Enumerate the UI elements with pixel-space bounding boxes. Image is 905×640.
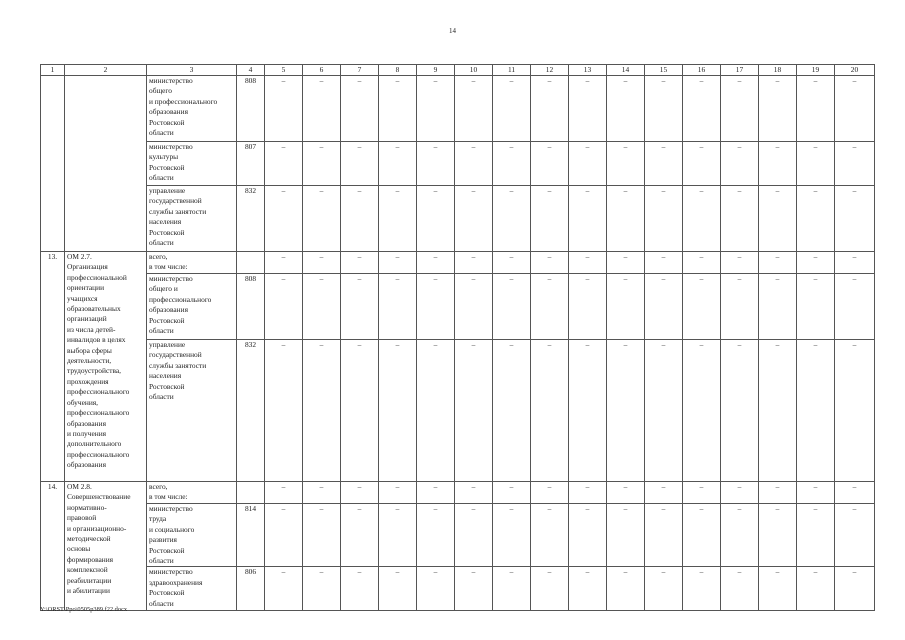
value-cell-col-7: –: [341, 76, 379, 142]
value-cell-col-20: –: [835, 274, 875, 340]
header-cell-17: 17: [721, 65, 759, 76]
value-cell-col-18: –: [759, 482, 797, 504]
value-cell-col-11: –: [493, 76, 531, 142]
table-row: [41, 186, 875, 252]
header-row: [41, 65, 875, 76]
value-cell-col-14: –: [607, 76, 645, 142]
value-cell-col-17: –: [721, 482, 759, 504]
value-cell-col-16: –: [683, 142, 721, 186]
value-cell-col-10: –: [455, 567, 493, 611]
value-cell-col-10: –: [455, 142, 493, 186]
value-cell-col-8: –: [379, 142, 417, 186]
value-cell-col-17: –: [721, 142, 759, 186]
value-cell-col-7: –: [341, 340, 379, 482]
value-cell-col-7: –: [341, 252, 379, 274]
executor-cell: министерство культуры Ростовской области: [147, 142, 237, 186]
value-cell-col-15: –: [645, 186, 683, 252]
value-cell-col-15: –: [645, 504, 683, 567]
value-cell-col-19: –: [797, 252, 835, 274]
table-row: [41, 504, 875, 567]
value-cell-col-12: –: [531, 567, 569, 611]
value-cell-col-11: –: [493, 252, 531, 274]
value-cell-col-5: –: [265, 252, 303, 274]
value-cell-col-14: –: [607, 482, 645, 504]
header-cell-18: 18: [759, 65, 797, 76]
executor-cell: министерство труда и социального развития Ростовской области: [147, 504, 237, 567]
value-cell-col-9: –: [417, 340, 455, 482]
value-cell-col-5: –: [265, 142, 303, 186]
value-cell-col-13: –: [569, 252, 607, 274]
value-cell-col-20: –: [835, 567, 875, 611]
page-number: 14: [449, 27, 456, 35]
value-cell-col-18: –: [759, 567, 797, 611]
value-cell-col-13: –: [569, 76, 607, 142]
value-cell-col-6: –: [303, 482, 341, 504]
header-cell-1: 1: [41, 65, 65, 76]
value-cell-col-18: –: [759, 504, 797, 567]
value-cell-col-16: –: [683, 482, 721, 504]
value-cell-col-6: –: [303, 142, 341, 186]
value-cell-col-16: –: [683, 274, 721, 340]
value-cell-col-14: –: [607, 252, 645, 274]
value-cell-col-6: –: [303, 186, 341, 252]
value-cell-col-5: –: [265, 76, 303, 142]
value-cell-col-18: –: [759, 274, 797, 340]
header-cell-5: 5: [265, 65, 303, 76]
value-cell-col-12: –: [531, 340, 569, 482]
value-cell-col-8: –: [379, 340, 417, 482]
value-cell-col-14: –: [607, 567, 645, 611]
header-cell-6: 6: [303, 65, 341, 76]
header-cell-3: 3: [147, 65, 237, 76]
value-cell-col-20: –: [835, 142, 875, 186]
value-cell-col-9: –: [417, 186, 455, 252]
value-cell-col-17: –: [721, 567, 759, 611]
value-cell-col-9: –: [417, 482, 455, 504]
measure-name-cell: ОМ 2.7. Организация профессиональной ориентации учащихся образовательных организаций из числа детей- инвалидов в целях выбора сферы деятельности, трудоустройства, прохождения профессионального обучения, профессионального образования и получения дополнительного профессионального образования: [65, 252, 147, 482]
value-cell-col-18: –: [759, 252, 797, 274]
value-cell-col-16: –: [683, 76, 721, 142]
value-cell-col-10: –: [455, 340, 493, 482]
value-cell-col-13: –: [569, 567, 607, 611]
value-cell-col-12: –: [531, 142, 569, 186]
code-cell: 807: [237, 142, 265, 186]
table-row: [41, 142, 875, 186]
value-cell-col-16: –: [683, 504, 721, 567]
value-cell-col-10: –: [455, 274, 493, 340]
value-cell-col-20: –: [835, 340, 875, 482]
value-cell-col-19: –: [797, 482, 835, 504]
table-row: [41, 274, 875, 340]
value-cell-col-8: –: [379, 504, 417, 567]
value-cell-col-8: –: [379, 76, 417, 142]
value-cell-col-20: –: [835, 76, 875, 142]
row-number-cell: 14.: [41, 482, 65, 611]
value-cell-col-10: –: [455, 76, 493, 142]
value-cell-col-13: –: [569, 274, 607, 340]
value-cell-col-7: –: [341, 142, 379, 186]
value-cell-col-14: –: [607, 186, 645, 252]
executor-cell: управление государственной службы занятости населения Ростовской области: [147, 186, 237, 252]
value-cell-col-9: –: [417, 567, 455, 611]
value-cell-col-11: –: [493, 567, 531, 611]
code-cell: [237, 252, 265, 274]
header-cell-8: 8: [379, 65, 417, 76]
value-cell-col-6: –: [303, 340, 341, 482]
header-cell-15: 15: [645, 65, 683, 76]
value-cell-col-8: –: [379, 186, 417, 252]
value-cell-col-11: –: [493, 274, 531, 340]
measure-name-cell: [65, 76, 147, 252]
header-cell-7: 7: [341, 65, 379, 76]
value-cell-col-15: –: [645, 340, 683, 482]
value-cell-col-8: –: [379, 274, 417, 340]
value-cell-col-20: –: [835, 504, 875, 567]
value-cell-col-17: –: [721, 274, 759, 340]
executor-cell: министерство здравоохранения Ростовской области: [147, 567, 237, 611]
budget-table-container: [40, 64, 859, 608]
value-cell-col-15: –: [645, 142, 683, 186]
value-cell-col-7: –: [341, 186, 379, 252]
table-row: [41, 76, 875, 142]
value-cell-col-17: –: [721, 252, 759, 274]
value-cell-col-8: –: [379, 482, 417, 504]
header-cell-19: 19: [797, 65, 835, 76]
table-row: [41, 340, 875, 482]
row-number-cell: [41, 76, 65, 252]
header-cell-20: 20: [835, 65, 875, 76]
value-cell-col-17: –: [721, 76, 759, 142]
value-cell-col-12: –: [531, 76, 569, 142]
value-cell-col-19: –: [797, 504, 835, 567]
value-cell-col-13: –: [569, 142, 607, 186]
header-cell-16: 16: [683, 65, 721, 76]
value-cell-col-19: –: [797, 274, 835, 340]
value-cell-col-12: –: [531, 186, 569, 252]
value-cell-col-5: –: [265, 274, 303, 340]
value-cell-col-14: –: [607, 504, 645, 567]
value-cell-col-16: –: [683, 252, 721, 274]
value-cell-col-11: –: [493, 482, 531, 504]
value-cell-col-17: –: [721, 186, 759, 252]
executor-cell: министерство общего и профессионального образования Ростовской области: [147, 76, 237, 142]
executor-cell: управление государственной службы занятости населения Ростовской области: [147, 340, 237, 482]
header-cell-11: 11: [493, 65, 531, 76]
value-cell-col-5: –: [265, 482, 303, 504]
value-cell-col-19: –: [797, 142, 835, 186]
value-cell-col-19: –: [797, 567, 835, 611]
code-cell: 814: [237, 504, 265, 567]
value-cell-col-20: –: [835, 482, 875, 504]
value-cell-col-6: –: [303, 274, 341, 340]
value-cell-col-11: –: [493, 504, 531, 567]
value-cell-col-16: –: [683, 186, 721, 252]
value-cell-col-11: –: [493, 340, 531, 482]
code-cell: 832: [237, 340, 265, 482]
code-cell: 806: [237, 567, 265, 611]
table-body: [41, 76, 875, 611]
value-cell-col-14: –: [607, 142, 645, 186]
value-cell-col-13: –: [569, 482, 607, 504]
value-cell-col-9: –: [417, 504, 455, 567]
value-cell-col-18: –: [759, 76, 797, 142]
value-cell-col-15: –: [645, 482, 683, 504]
footer-file-path: Y:\ORST\Ppo\0505p389.f22.docx: [40, 606, 128, 613]
executor-cell: министерство общего и профессионального образования Ростовской области: [147, 274, 237, 340]
table-row: [41, 567, 875, 611]
value-cell-col-5: –: [265, 186, 303, 252]
value-cell-col-9: –: [417, 142, 455, 186]
value-cell-col-9: –: [417, 76, 455, 142]
value-cell-col-8: –: [379, 567, 417, 611]
value-cell-col-12: –: [531, 274, 569, 340]
code-cell: 808: [237, 274, 265, 340]
budget-table: [40, 64, 875, 611]
value-cell-col-12: –: [531, 504, 569, 567]
value-cell-col-6: –: [303, 504, 341, 567]
row-number-cell: 13.: [41, 252, 65, 482]
value-cell-col-12: –: [531, 482, 569, 504]
value-cell-col-6: –: [303, 76, 341, 142]
value-cell-col-5: –: [265, 567, 303, 611]
value-cell-col-5: –: [265, 340, 303, 482]
value-cell-col-13: –: [569, 186, 607, 252]
header-cell-9: 9: [417, 65, 455, 76]
header-cell-14: 14: [607, 65, 645, 76]
value-cell-col-18: –: [759, 340, 797, 482]
value-cell-col-6: –: [303, 567, 341, 611]
value-cell-col-9: –: [417, 252, 455, 274]
value-cell-col-7: –: [341, 274, 379, 340]
value-cell-col-18: –: [759, 142, 797, 186]
header-cell-10: 10: [455, 65, 493, 76]
value-cell-col-7: –: [341, 567, 379, 611]
value-cell-col-19: –: [797, 76, 835, 142]
code-cell: 832: [237, 186, 265, 252]
value-cell-col-14: –: [607, 274, 645, 340]
value-cell-col-20: –: [835, 252, 875, 274]
value-cell-col-12: –: [531, 252, 569, 274]
value-cell-col-17: –: [721, 504, 759, 567]
value-cell-col-6: –: [303, 252, 341, 274]
code-cell: 808: [237, 76, 265, 142]
value-cell-col-20: –: [835, 186, 875, 252]
value-cell-col-7: –: [341, 482, 379, 504]
value-cell-col-13: –: [569, 504, 607, 567]
value-cell-col-10: –: [455, 252, 493, 274]
measure-name-cell: ОМ 2.8. Совершенствование нормативно- правовой и организационно- методической основы формирования комплексной реабилитации и абилитации: [65, 482, 147, 611]
value-cell-col-11: –: [493, 142, 531, 186]
value-cell-col-15: –: [645, 567, 683, 611]
header-cell-4: 4: [237, 65, 265, 76]
value-cell-col-19: –: [797, 340, 835, 482]
code-cell: [237, 482, 265, 504]
value-cell-col-17: –: [721, 340, 759, 482]
value-cell-col-19: –: [797, 186, 835, 252]
value-cell-col-5: –: [265, 504, 303, 567]
value-cell-col-16: –: [683, 340, 721, 482]
header-cell-13: 13: [569, 65, 607, 76]
header-cell-12: 12: [531, 65, 569, 76]
value-cell-col-10: –: [455, 186, 493, 252]
header-cell-2: 2: [65, 65, 147, 76]
value-cell-col-14: –: [607, 340, 645, 482]
executor-cell: всего, в том числе:: [147, 482, 237, 504]
value-cell-col-10: –: [455, 504, 493, 567]
value-cell-col-10: –: [455, 482, 493, 504]
value-cell-col-15: –: [645, 274, 683, 340]
value-cell-col-15: –: [645, 76, 683, 142]
value-cell-col-9: –: [417, 274, 455, 340]
value-cell-col-8: –: [379, 252, 417, 274]
value-cell-col-18: –: [759, 186, 797, 252]
table-row: [41, 252, 875, 274]
value-cell-col-11: –: [493, 186, 531, 252]
executor-cell: всего, в том числе:: [147, 252, 237, 274]
value-cell-col-16: –: [683, 567, 721, 611]
table-row: [41, 482, 875, 504]
value-cell-col-13: –: [569, 340, 607, 482]
value-cell-col-15: –: [645, 252, 683, 274]
value-cell-col-7: –: [341, 504, 379, 567]
